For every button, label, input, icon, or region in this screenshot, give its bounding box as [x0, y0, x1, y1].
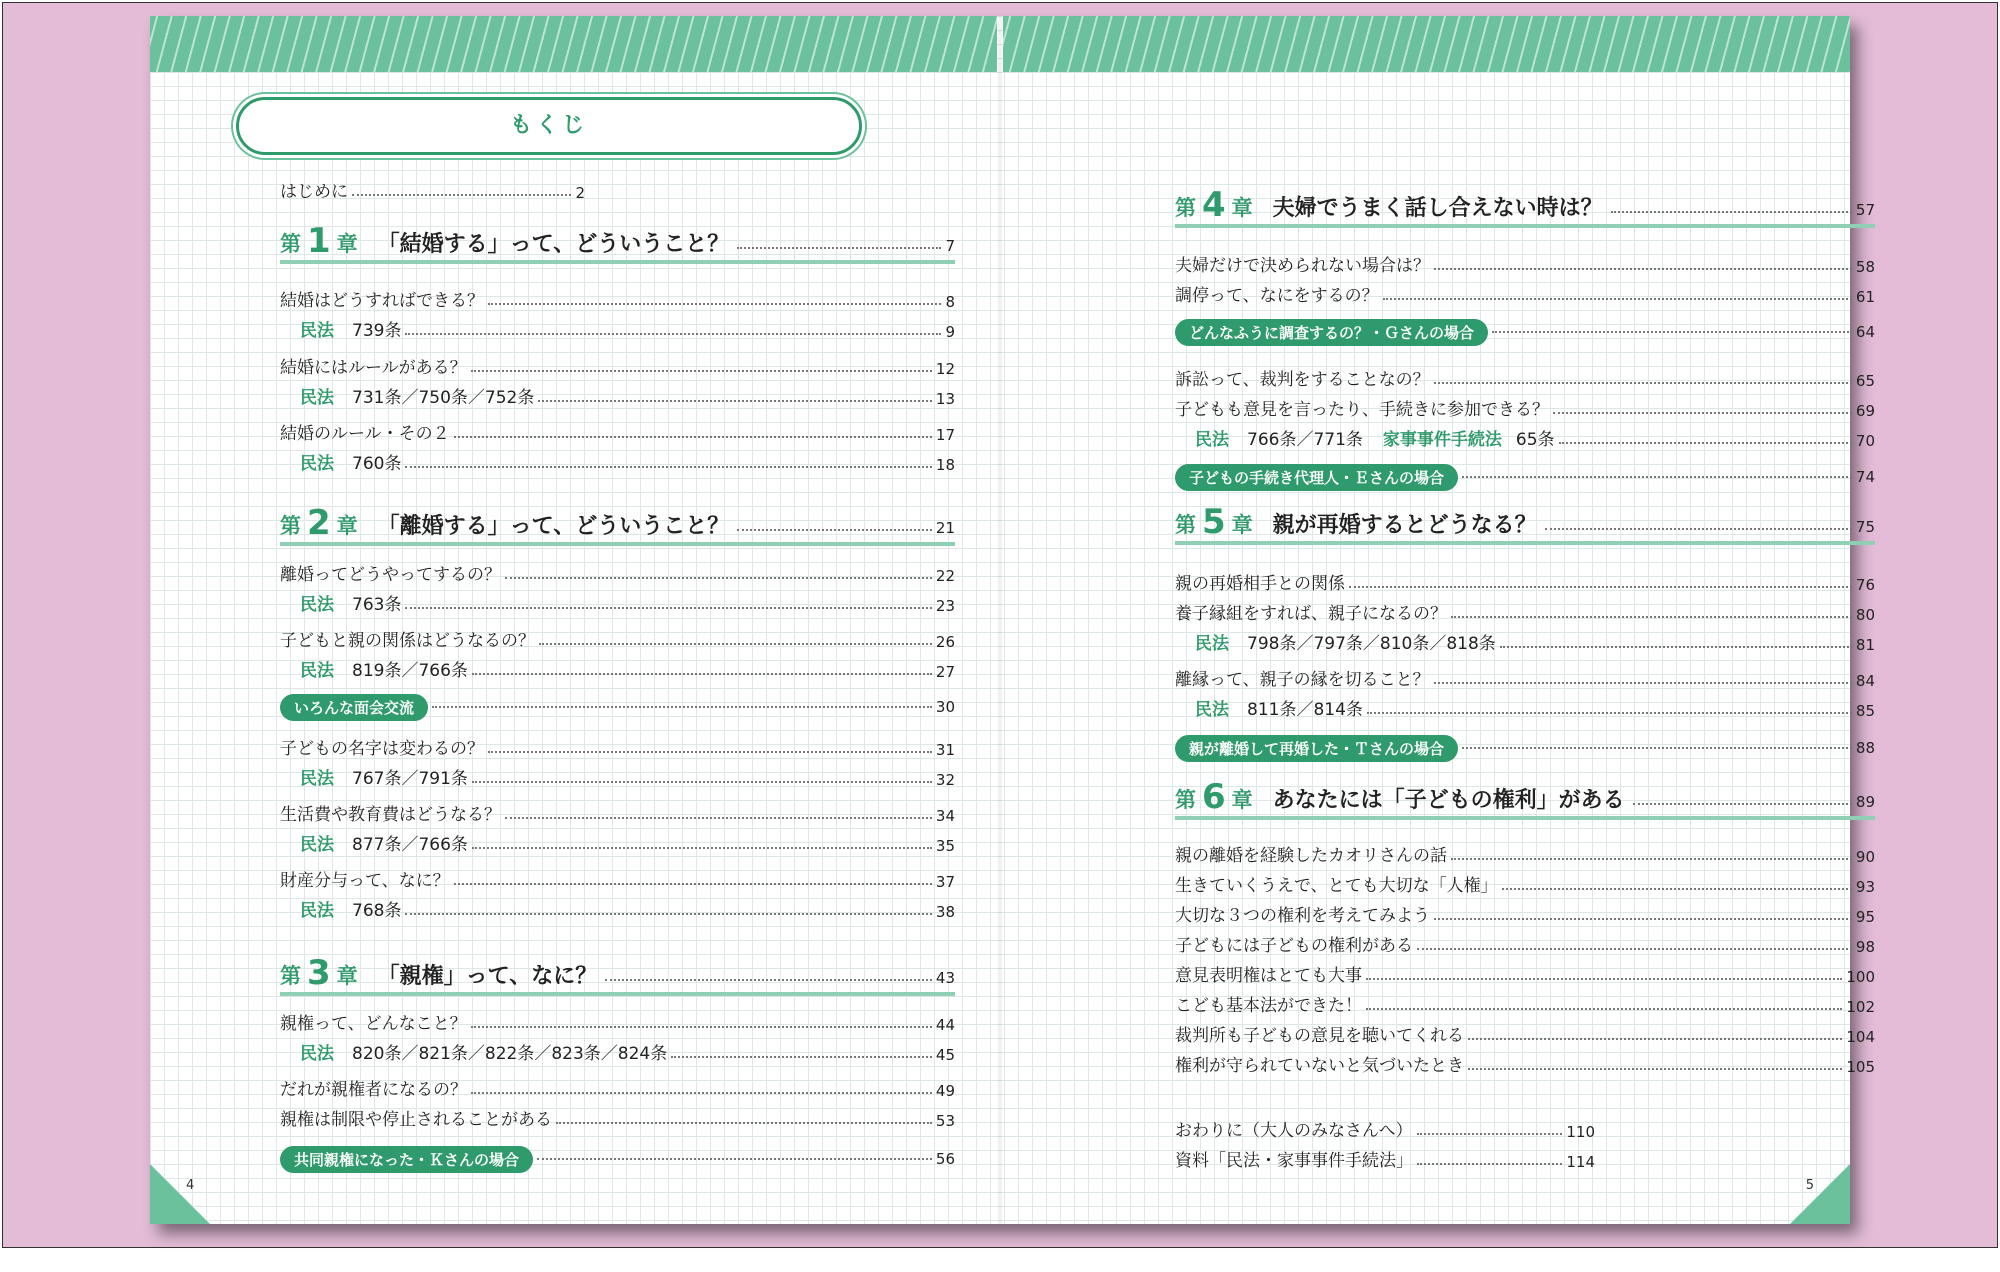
- leader-dots: [1462, 476, 1852, 478]
- page-number: 69: [1855, 402, 1875, 420]
- leader-dots: [1434, 918, 1852, 920]
- law-articles: [300, 316, 401, 341]
- toc-entry[interactable]: [1175, 1149, 1595, 1171]
- chapter-dai: 第: [1175, 788, 1196, 812]
- page-number: 43: [935, 969, 955, 987]
- toc-entry-law-articles[interactable]: [280, 452, 955, 474]
- page-number: 98: [1855, 938, 1875, 956]
- page-number: 70: [1855, 432, 1875, 450]
- leader-dots: [1451, 616, 1852, 618]
- law-label: 民法: [300, 835, 334, 855]
- leader-dots: [454, 883, 932, 885]
- leader-dots: [1434, 682, 1852, 684]
- page-number: 9: [945, 323, 955, 341]
- story-pill: 親が離婚して再婚した・Ｔさんの場合: [1175, 735, 1458, 762]
- leader-dots: [1492, 331, 1852, 333]
- page-number: 75: [1855, 518, 1875, 536]
- leader-dots: [472, 781, 932, 783]
- page-number: 81: [1855, 636, 1875, 654]
- leader-dots: [1611, 211, 1852, 213]
- leader-dots: [454, 436, 932, 438]
- law-articles: [300, 1039, 667, 1064]
- law-label: 民法: [1195, 700, 1229, 720]
- leader-dots: [1559, 442, 1852, 444]
- leader-dots: [488, 303, 941, 305]
- law-articles: [1195, 425, 1555, 450]
- page-number: 21: [935, 519, 955, 537]
- article-numbers: 767条／791条: [352, 769, 468, 789]
- toc-entry-column-story[interactable]: [280, 692, 955, 722]
- article-numbers: 811条／814条: [1247, 700, 1363, 720]
- page-number: 37: [935, 873, 955, 891]
- leader-dots: [1502, 888, 1852, 890]
- toc-entry[interactable]: [1175, 602, 1875, 624]
- leader-dots: [538, 400, 932, 402]
- page-number: 89: [1855, 793, 1875, 811]
- page-number: 61: [1855, 288, 1875, 306]
- article-numbers: 731条／750条／752条: [352, 388, 535, 408]
- chapter-title: 「離婚する」って、どういうこと？: [377, 514, 730, 539]
- toc-entry[interactable]: [1175, 904, 1875, 926]
- page-number: 49: [935, 1082, 955, 1100]
- law-label: 民法: [300, 454, 334, 474]
- page-number: 45: [935, 1046, 955, 1064]
- page-number: 23: [935, 597, 955, 615]
- chapter-title: 夫婦でうまく話し合えない時は？: [1272, 196, 1603, 221]
- page-number: 80: [1855, 606, 1875, 624]
- leader-dots: [405, 333, 941, 335]
- law-articles: [300, 764, 468, 789]
- article-numbers: 798条／797条／810条／818条: [1247, 634, 1496, 654]
- page-number: 17: [935, 426, 955, 444]
- chapter-heading-5[interactable]: [1175, 502, 1875, 545]
- toc-entry[interactable]: [280, 803, 955, 825]
- toc-entry[interactable]: [1175, 668, 1875, 690]
- chapter-number: 6: [1202, 777, 1226, 817]
- toc-entry-column-story[interactable]: [280, 1144, 955, 1174]
- chapter-sho: 章: [336, 232, 358, 256]
- leader-dots: [537, 1158, 932, 1160]
- entry-text: 大切な３つの権利を考えてみよう: [1175, 906, 1430, 926]
- law-label: 民法: [300, 595, 334, 615]
- toc-entry-law-articles[interactable]: [1175, 428, 1875, 450]
- entry-text: 意見表明権はとても大事: [1175, 966, 1362, 986]
- toc-entry[interactable]: [280, 563, 955, 585]
- law-label: 民法: [300, 1044, 334, 1064]
- article-numbers: 739条: [352, 321, 402, 341]
- page-number: 56: [935, 1150, 955, 1168]
- entry-text: 子どもには子どもの権利がある: [1175, 936, 1413, 956]
- chapter-title: 「結婚する」って、どういうこと？: [377, 232, 730, 257]
- page-number: 18: [935, 456, 955, 474]
- chapter-sho: 章: [336, 964, 358, 988]
- leader-dots: [488, 751, 932, 753]
- page-number: 105: [1846, 1058, 1875, 1076]
- law-articles: [300, 896, 401, 921]
- entry-text: 子どもと親の関係はどうなるの？: [280, 631, 535, 651]
- toc-entry-law-articles[interactable]: [280, 659, 955, 681]
- page-number: 38: [935, 903, 955, 921]
- kaji-article-number: 65条: [1515, 430, 1555, 450]
- chapter-heading-3[interactable]: [280, 953, 955, 996]
- leader-dots: [1553, 412, 1852, 414]
- entry-text: 養子縁組をすれば、親子になるの？: [1175, 604, 1447, 624]
- leader-dots: [1500, 646, 1852, 648]
- page-number: 7: [945, 237, 955, 255]
- leader-dots: [1633, 803, 1852, 805]
- leader-dots: [671, 1056, 932, 1058]
- law-articles: [300, 383, 534, 408]
- toc-entry-column-story[interactable]: [1175, 462, 1875, 492]
- entry-text: 権利が守られていないと気づいたとき: [1175, 1056, 1464, 1076]
- header-band-left: [150, 16, 997, 72]
- page-number: 53: [935, 1112, 955, 1130]
- article-numbers: 763条: [352, 595, 402, 615]
- entry-text: だれが親権者になるの？: [280, 1080, 467, 1100]
- entry-text: 裁判所も子どもの意見を聴いてくれる: [1175, 1026, 1464, 1046]
- entry-text: 結婚のルール・その２: [280, 424, 450, 444]
- law-articles: [300, 449, 401, 474]
- article-numbers: 768条: [352, 901, 402, 921]
- story-pill: 共同親権になった・Ｋさんの場合: [280, 1146, 533, 1173]
- book-gutter: [998, 16, 1002, 1224]
- toc-entry[interactable]: [1175, 844, 1875, 866]
- toc-entry[interactable]: [1175, 254, 1875, 276]
- leader-dots: [1366, 1008, 1842, 1010]
- page-number: 104: [1846, 1028, 1875, 1046]
- entry-text: 結婚はどうすればできる？: [280, 291, 484, 311]
- entry-text: 離縁って、親子の縁を切ること？: [1175, 670, 1430, 690]
- chapter-heading-6[interactable]: [1175, 777, 1875, 820]
- toc-title: もくじ: [236, 97, 862, 155]
- page-number: 74: [1855, 468, 1875, 486]
- leader-dots: [471, 1026, 932, 1028]
- page-number: 95: [1855, 908, 1875, 926]
- leader-dots: [1417, 1163, 1562, 1165]
- corner-decoration-right: [1790, 1164, 1850, 1224]
- leader-dots: [556, 1122, 932, 1124]
- law-articles: [300, 590, 401, 615]
- page-number: 30: [935, 698, 955, 716]
- entry-text: 生活費や教育費はどうなる？: [280, 805, 501, 825]
- chapter-dai: 第: [280, 514, 301, 538]
- chapter-number: 5: [1202, 502, 1226, 542]
- page-number: 27: [935, 663, 955, 681]
- law-label: 民法: [300, 388, 334, 408]
- toc-entry[interactable]: [280, 289, 955, 311]
- toc-entry[interactable]: [280, 869, 955, 891]
- leader-dots: [1417, 1133, 1563, 1135]
- page-number: 35: [935, 837, 955, 855]
- page-number: 85: [1855, 702, 1875, 720]
- chapter-dai: 第: [1175, 196, 1196, 220]
- leader-dots: [1366, 978, 1842, 980]
- page-number: 64: [1855, 323, 1875, 341]
- page-number: 31: [935, 741, 955, 759]
- story-pill: いろんな面会交流: [280, 694, 428, 721]
- toc-entry[interactable]: [1175, 284, 1875, 306]
- leader-dots: [605, 979, 932, 981]
- leader-dots: [1367, 712, 1852, 714]
- chapter-title: 親が再婚するとどうなる？: [1272, 513, 1537, 538]
- entry-text: はじめに: [280, 182, 348, 202]
- page-number: 58: [1855, 258, 1875, 276]
- toc-entry[interactable]: [1175, 1054, 1875, 1076]
- toc-entry-column-story[interactable]: [1175, 317, 1875, 347]
- toc-entry-law-articles[interactable]: [280, 767, 955, 789]
- leader-dots: [472, 673, 932, 675]
- leader-dots: [405, 466, 931, 468]
- leader-dots: [352, 194, 571, 196]
- chapter-heading-1[interactable]: [280, 221, 955, 264]
- toc-entry-column-story[interactable]: [1175, 733, 1875, 763]
- article-numbers: 877条／766条: [352, 835, 468, 855]
- leader-dots: [471, 1092, 932, 1094]
- page-number: 32: [935, 771, 955, 789]
- page-number: 8: [945, 293, 955, 311]
- page-number: 44: [935, 1016, 955, 1034]
- article-numbers: 820条／821条／822条／823条／824条: [352, 1044, 668, 1064]
- toc-entry[interactable]: [1175, 1119, 1595, 1141]
- entry-text: 離婚ってどうやってするの？: [280, 565, 501, 585]
- law-articles: [300, 830, 468, 855]
- page-number-right: 5: [1805, 1178, 1814, 1193]
- leader-dots: [1434, 268, 1852, 270]
- toc-entry-intro[interactable]: [280, 180, 585, 202]
- leader-dots: [1434, 382, 1852, 384]
- entry-text: 結婚にはルールがある？: [280, 358, 467, 378]
- page-number: 34: [935, 807, 955, 825]
- law-articles: [300, 656, 468, 681]
- chapter-dai: 第: [280, 964, 301, 988]
- law-label: 民法: [300, 901, 334, 921]
- toc-entry[interactable]: [1175, 874, 1875, 896]
- leader-dots: [1349, 586, 1852, 588]
- toc-entry-law-articles[interactable]: [280, 899, 955, 921]
- law-articles: [1195, 695, 1363, 720]
- leader-dots: [505, 817, 932, 819]
- article-numbers: 760条: [352, 454, 402, 474]
- entry-text: おわりに（大人のみなさんへ）: [1175, 1121, 1413, 1141]
- page-number: 65: [1855, 372, 1875, 390]
- entry-text: 親の再婚相手との関係: [1175, 574, 1345, 594]
- toc-entry-law-articles[interactable]: [1175, 632, 1875, 654]
- page-number: 84: [1855, 672, 1875, 690]
- entry-text: 財産分与って、なに？: [280, 871, 450, 891]
- toc-entry[interactable]: [280, 629, 955, 651]
- page-number: 93: [1855, 878, 1875, 896]
- toc-entry-law-articles[interactable]: [280, 1042, 955, 1064]
- leader-dots: [1545, 528, 1852, 530]
- entry-text: 訴訟って、裁判をすることなの？: [1175, 370, 1430, 390]
- toc-entry[interactable]: [1175, 934, 1875, 956]
- toc-entry[interactable]: [280, 1078, 955, 1100]
- chapter-number: 3: [307, 953, 331, 993]
- entry-text: 親権って、どんなこと？: [280, 1014, 467, 1034]
- page-number: 88: [1855, 739, 1875, 757]
- chapter-sho: 章: [336, 514, 358, 538]
- chapter-title: あなたには「子どもの権利」がある: [1272, 788, 1625, 813]
- leader-dots: [737, 529, 932, 531]
- toc-entry-law-articles[interactable]: [280, 386, 955, 408]
- entry-text: 生きていくうえで、とても大切な「人権」: [1175, 876, 1498, 896]
- leader-dots: [1468, 1068, 1842, 1070]
- page-number: 12: [935, 360, 955, 378]
- entry-text: こども基本法ができた！: [1175, 996, 1362, 1016]
- toc-entry-law-articles[interactable]: [1175, 698, 1875, 720]
- entry-text: 調停って、なにをするの？: [1175, 286, 1379, 306]
- page-number-left: 4: [186, 1178, 195, 1193]
- chapter-sho: 章: [1231, 196, 1253, 220]
- leader-dots: [737, 247, 941, 249]
- chapter-heading-2[interactable]: [280, 503, 955, 546]
- law-label: 民法: [1195, 430, 1229, 450]
- entry-text: 子どもも意見を言ったり、手続きに参加できる？: [1175, 400, 1549, 420]
- entry-text: 子どもの名字は変わるの？: [280, 739, 484, 759]
- toc-entry[interactable]: [280, 422, 955, 444]
- story-pill: どんなふうに調査するの？・Ｇさんの場合: [1175, 319, 1488, 346]
- leader-dots: [1417, 948, 1852, 950]
- page-number: 13: [935, 390, 955, 408]
- toc-entry[interactable]: [280, 1012, 955, 1034]
- page-number: 57: [1855, 201, 1875, 219]
- toc-entry[interactable]: [1175, 994, 1875, 1016]
- chapter-sho: 章: [1231, 513, 1253, 537]
- chapter-dai: 第: [280, 232, 301, 256]
- chapter-heading-4[interactable]: [1175, 185, 1875, 228]
- law-label: 民法: [300, 769, 334, 789]
- page-number: 2: [575, 184, 585, 202]
- leader-dots: [405, 913, 931, 915]
- leader-dots: [1468, 1038, 1842, 1040]
- page-number: 76: [1855, 576, 1875, 594]
- book-spread: [150, 16, 1875, 1224]
- leader-dots: [1462, 747, 1852, 749]
- toc-entry[interactable]: [1175, 964, 1875, 986]
- page-number: 114: [1566, 1153, 1595, 1171]
- toc-entry[interactable]: [1175, 572, 1875, 594]
- page-number: 90: [1855, 848, 1875, 866]
- leader-dots: [405, 607, 931, 609]
- kaji-law-label: 家事事件手続法: [1382, 430, 1502, 450]
- entry-text: 夫婦だけで決められない場合は？: [1175, 256, 1430, 276]
- toc-entry[interactable]: [1175, 368, 1875, 390]
- toc-entry[interactable]: [280, 737, 955, 759]
- toc-entry[interactable]: [1175, 398, 1875, 420]
- law-label: 民法: [300, 661, 334, 681]
- chapter-number: 1: [307, 221, 331, 261]
- page-number: 100: [1846, 968, 1875, 986]
- page-number: 110: [1566, 1123, 1595, 1141]
- story-pill: 子どもの手続き代理人・Ｅさんの場合: [1175, 464, 1458, 491]
- toc-entry[interactable]: [1175, 1024, 1875, 1046]
- law-articles: [1195, 629, 1496, 654]
- chapter-title: 「親権」って、なに？: [377, 964, 598, 989]
- entry-text: 親権は制限や停止されることがある: [280, 1110, 552, 1130]
- corner-decoration-left: [150, 1164, 210, 1224]
- article-numbers: 819条／766条: [352, 661, 468, 681]
- toc-entry-law-articles[interactable]: [280, 319, 955, 341]
- chapter-number: 4: [1202, 185, 1226, 225]
- toc-entry[interactable]: [280, 356, 955, 378]
- page-number: 22: [935, 567, 955, 585]
- law-label: 民法: [1195, 634, 1229, 654]
- entry-text: 資料「民法・家事事件手続法」: [1175, 1151, 1413, 1171]
- entry-text: 親の離婚を経験したカオリさんの話: [1175, 846, 1447, 866]
- leader-dots: [472, 847, 932, 849]
- article-numbers: 766条／771条: [1247, 430, 1363, 450]
- leader-dots: [1451, 858, 1852, 860]
- chapter-number: 2: [307, 503, 331, 543]
- chapter-dai: 第: [1175, 513, 1196, 537]
- page-number: 26: [935, 633, 955, 651]
- leader-dots: [539, 643, 932, 645]
- header-band-right: [1003, 16, 1850, 72]
- law-label: 民法: [300, 321, 334, 341]
- chapter-sho: 章: [1231, 788, 1253, 812]
- leader-dots: [471, 370, 932, 372]
- toc-entry-law-articles[interactable]: [280, 593, 955, 615]
- toc-entry[interactable]: [280, 1108, 955, 1130]
- leader-dots: [1383, 298, 1852, 300]
- toc-entry-law-articles[interactable]: [280, 833, 955, 855]
- leader-dots: [505, 577, 932, 579]
- leader-dots: [432, 706, 932, 708]
- page-number: 102: [1846, 998, 1875, 1016]
